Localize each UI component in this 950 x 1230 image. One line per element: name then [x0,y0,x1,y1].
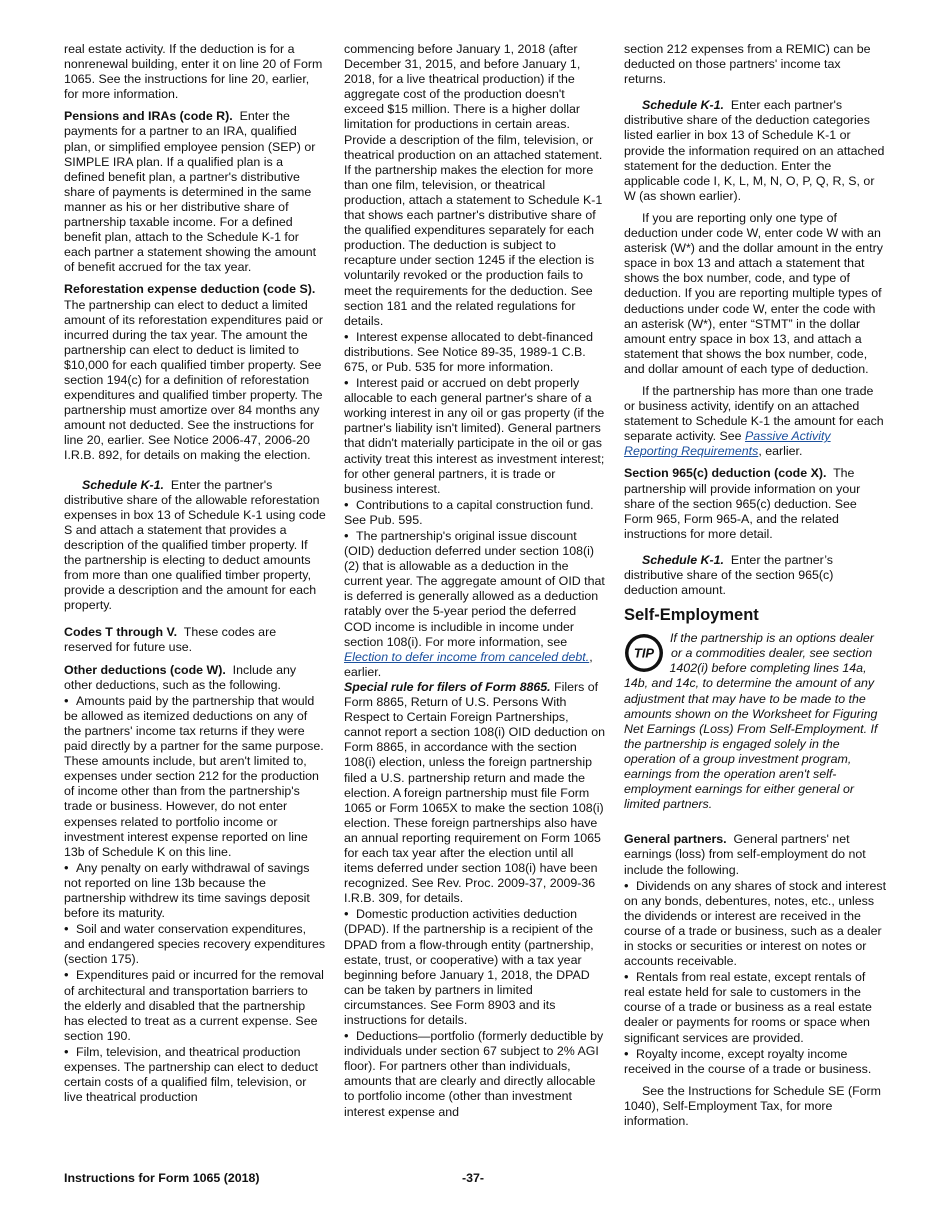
schedule-k1-body: Enter each partner's distributive share of the deduction categories listed earlier in box 13 of Schedule K-1 or provide the information required on an attached statement for the deduction. Enter the applicable code I, K, L, M, N, O, P, Q, R, S, or W (as shown earlier). [624,98,885,203]
reforestation-heading: Reforestation expense deduction (code S). [64,282,316,297]
paragraph: If you are reporting only one type of deduction under code W, enter code W with an asterisk (W*) and the dollar amount in the entry space in box 13 and attach a statement that shows the box number, code, and type of deduction. If you are reporting multiple types of deductions under code W, enter the code with an asterisk (W*), enter “STMT” in the dollar amount entry space in box 13, and attach a statement that shows the box number, code, and dollar amount of each type of deduction. [624,210,883,376]
paragraph: commencing before January 1, 2018 (after December 31, 2015, and before January 1, 2018, for a live theatrical production) if the aggregate cost of the production doesn't exceed $15 million. There is a higher dollar limitation for productions in certain areas. Provide a description of the film, television, or theatrical production on an attached statement. If the partnership makes the election for more than one film, television, or theatrical production, attach a statement to Schedule K-1 that shows each partner's distributive share of the qualified expenditures separately for each production. The deduction is subject to recapture under section 1245 if the election is voluntarily revoked or the production fails to meet the requirements for the deduction. See section 181 and the related regulations for details. [344,42,603,328]
list-item: • Any penalty on early withdrawal of savings not reported on line 13b because the partnership withdrew its time savings deposit before its maturity. [64,860,326,921]
section-965-section [624,466,886,541]
codes-heading: Codes T through V. [64,625,178,640]
list-item: • Amounts paid by the partnership that would be allowed as itemized deductions on any of the partners' income tax returns if they were paid directly by a partner for the same purpose. These amounts include, but aren't limited to, expenses under section 212 for the production of income other than from the partnership's trade or business. However, do not enter expenses related to portfolio income or investment interest expense reported on line 13b of Schedule K on this line. [64,693,326,860]
list-item: • Interest paid or accrued on debt properly allocable to each general partner's share of a working interest in any oil or gas property (if the partner's liability isn't limited). General partners that didn't materially participate in the oil or gas activity treat this interest as investment interest; for other general partners, it is trade or business interest. [344,375,606,497]
tip-label: TIP [633,645,655,661]
paragraph-text: , earlier. [758,444,803,459]
column-1 [64,42,326,1105]
paragraph-text: If the partnership has more than one trade or business activity, identify on an attached statement to Schedule K-1 the amount for each separate activity. See [624,383,884,444]
tip-box [624,631,886,812]
codes-section [64,625,326,655]
paragraph: section 212 expenses from a REMIC) can be deducted on those partners' income tax returns. [624,42,871,87]
tip-text: If the partnership is an options dealer or a commodities dealer, see section 1402(i) before completing lines 14a, 14b, and 14c, to determine the amount of any adjustment that may have to be made to the amounts shown on the Worksheet for Figuring Net Earnings (Loss) From Self-Employment. If the partnership is engaged solely in the operation of a group investment program, earnings from the operation aren't self-employment earnings for either general or limited partners. [624,631,878,812]
general-partners-heading: General partners. [624,832,727,847]
schedule-k1-heading: Schedule K-1. [642,98,724,113]
schedule-k1-section [624,553,886,598]
column-3 [624,42,886,1136]
list-item: • Soil and water conservation expenditures, and endangered species recovery expenditures (section 175). [64,921,326,967]
general-partners-section [624,832,886,877]
pensions-section [64,109,326,275]
schedule-k1-section [624,98,886,204]
special-rule-section [344,680,606,906]
pensions-heading: Pensions and IRAs (code R). [64,109,233,124]
list-item-text: , earlier. [344,649,593,679]
schedule-k1-heading: Schedule K-1. [642,552,724,567]
general-partners-body: General partners' net earnings (loss) from self-employment do not include the following. [624,832,866,877]
list-item: • Rentals from real estate, except rentals of real estate held for sale to customers in the course of a trade or business as a real estate dealer or payments for rooms or space when significant services are provided. [624,969,886,1045]
paragraph [624,384,886,459]
codes-body: These codes are reserved for future use. [64,625,277,655]
reforestation-section [64,282,326,463]
other-deductions-heading: Other deductions (code W). [64,662,226,677]
footer-title: Instructions for Form 1065 (2018) [64,1171,260,1185]
paragraph: real estate activity. If the deduction is for a nonrenewal building, enter it on line 20 of Form 1065. See the instructions for line 20, earlier, for more information. [64,42,323,102]
list-item-text: The partnership's original issue discount (OID) deduction deferred under section 108(i)(2) that is allowable as a deduction in the current year. The aggregate amount of OID that is deferred is generally allowed as a deduction ratably over the 5-year period the deferred COD income is includible in income under section 108(i). For more information, see [344,529,605,649]
reforestation-body: The partnership can elect to deduct a limited amount of its reforestation expenditures paid or incurred during the tax year. The amount the partnership can elect to deduct is limited to $10,000 for each qualified timber property. See section 194(c) for a definition of reforestation expenditures and qualified timber property. The partnership must amortize over 84 months any amount not deducted. See the instructions for line 20, earlier. See Notice 2006-47, 2006-20 I.R.B. 892, for details on making the election. [64,297,323,463]
schedule-k1-heading: Schedule K-1. [82,477,164,492]
schedule-k1-section [64,478,326,614]
list-item: • Royalty income, except royalty income received in the course of a trade or business. [624,1046,886,1077]
election-defer-income-link[interactable]: Election to defer income from canceled debt. [344,649,590,664]
list-item: • Deductions—portfolio (formerly deductible by individuals under section 67 subject to 2% AGI floor). For partners other than individuals, amounts that are clearly and directly allocable to portfolio income (other than investment interest expense and [344,1028,606,1120]
other-deductions-body: Include any other deductions, such as the following. [64,662,297,692]
page-number: -37- [462,1171,485,1185]
special-rule-body: Filers of Form 8865, Return of U.S. Persons With Respect to Certain Foreign Partnerships, cannot report a section 108(i) OID deduction on Form 8865, in accordance with the section 108(i) election, unless the foreign partnership filed a U.S. partnership return and made the election. A foreign partnership must file Form 1065 or Form 1065X to make the section 108(i) election. These foreign partnerships also have an annual reporting requirement on Form 1065 for each tax year after the election until all items deferred under section 108(i) have been recognized. See Rev. Proc. 2009-37, 2009-36 I.R.B. 309, for details. [344,679,606,906]
list-item: • Contributions to a capital construction fund. See Pub. 595. [344,497,606,528]
pensions-body: Enter the payments for a partner to an IRA, qualified plan, or simplified employee pension (SEP) or SIMPLE IRA plan. If a qualified plan is a defined benefit plan, a partner's distributive share of payments is determined in the same manner as his or her distributive share of partnership taxable income. For a defined benefit plan, attach to the Schedule K-1 for each partner a statement showing the amount of benefit accrued for the tax year. [64,109,317,275]
section-965-body: The partnership will provide information on your share of the section 965(c) deduction. See Form 965, Form 965-A, and the related instructions for more detail. [624,466,861,541]
passive-activity-link[interactable]: Passive Activity Reporting Requirements [624,429,831,459]
list-item: • Domestic production activities deduction (DPAD). If the partnership is a recipient of the DPAD from a flow-through entity (partnership, estate, trust, or cooperative) with a tax year beginning before January 1, 2018, the DPAD can be taken by partners in limited circumstances. See Form 8903 and its instructions for details. [344,906,606,1028]
list-item [344,528,606,680]
paragraph: See the Instructions for Schedule SE (Form 1040), Self-Employment Tax, for more information. [624,1083,881,1128]
list-item: • Film, television, and theatrical production expenses. The partnership can elect to deduct certain costs of a qualified film, television, or live theatrical production [64,1044,326,1105]
tip-icon [624,633,664,673]
list-item: • Interest expense allocated to debt-financed distributions. See Notice 89-35, 1989-1 C.B. 675, or Pub. 535 for more information. [344,329,606,375]
section-title: Self-Employment [624,606,759,625]
schedule-k1-body: Enter the partner's distributive share of the allowable reforestation expenses in box 13 of Schedule K-1 using code S and attach a statement that provides a description of the qualified timber property. If the partnership is electing to deduct amounts from more than one qualified timber property, provide a description and the amount for each property. [64,477,326,613]
section-965-heading: Section 965(c) deduction (code X). [624,466,827,481]
other-deductions-section [64,663,326,693]
column-2 [344,42,606,1120]
list-item: • Dividends on any shares of stock and interest on any bonds, debentures, notes, etc., unless the dividends or interest are received in the course of a trade or business, such as a dealer in stocks or securities or interest on notes or accounts receivable. [624,878,886,970]
list-item: • Expenditures paid or incurred for the removal of architectural and transportation barriers to the elderly and disabled that the partnership has elected to treat as a current expense. See section 190. [64,967,326,1043]
schedule-k1-body: Enter the partner’s distributive share of the section 965(c) deduction amount. [624,552,834,598]
special-rule-heading: Special rule for filers of Form 8865. [344,679,551,694]
